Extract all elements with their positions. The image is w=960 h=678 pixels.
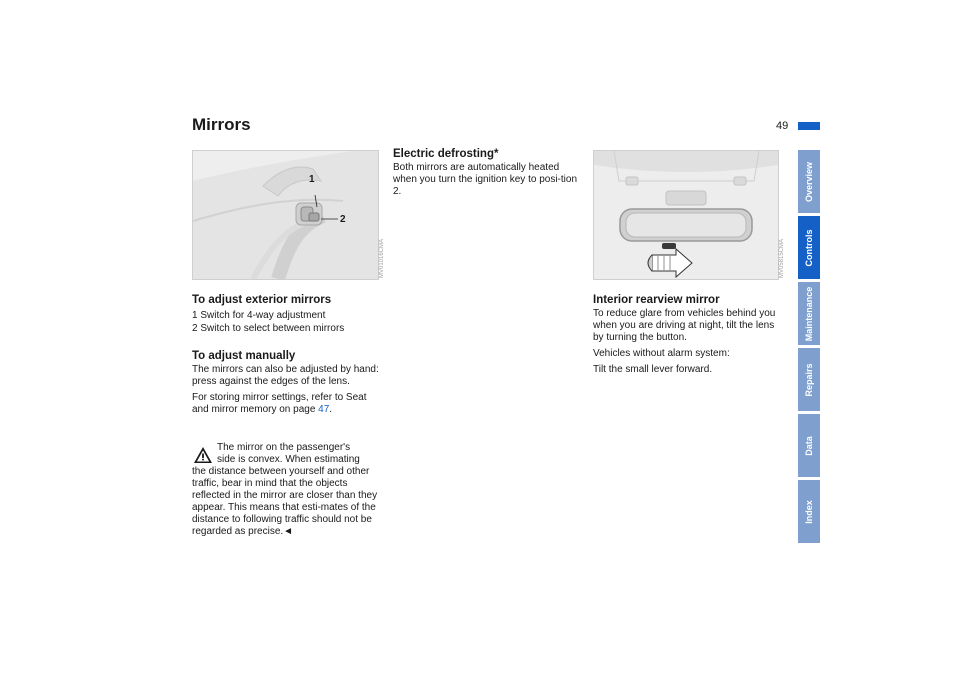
warning-text: the distance between yourself and other traffic, bear in mind that the objects reflected in the mirror are closer than they appear. This means that esti-mates of the distance to following traffic should not be regarded as precise.◄ bbox=[192, 466, 378, 537]
page-link[interactable]: 47 bbox=[318, 404, 330, 415]
tab-index[interactable]: Index bbox=[798, 480, 820, 543]
figure-code: MV01016CMA bbox=[379, 238, 385, 278]
door-panel-illustration bbox=[193, 151, 378, 279]
manual-heading: To adjust manually bbox=[192, 350, 296, 362]
interior-section bbox=[593, 294, 779, 380]
manual-section bbox=[192, 350, 382, 420]
callout-2: 2 bbox=[340, 214, 346, 225]
interior-heading: Interior rearview mirror bbox=[593, 294, 720, 306]
end-mark-icon: ◄ bbox=[283, 526, 294, 537]
interior-paragraph: Tilt the small lever forward. bbox=[593, 364, 713, 375]
list-item: 1 Switch for 4-way adjustment bbox=[192, 310, 326, 321]
figure-code: MV05815CMA bbox=[779, 238, 785, 278]
interior-paragraph: To reduce glare from vehicles behind you when you are driving at night, tilt the lens by turning the button. bbox=[593, 308, 776, 343]
callout-1: 1 bbox=[309, 174, 315, 185]
manual-paragraph: The mirrors can also be adjusted by hand: press against the edges of the lens. bbox=[192, 364, 379, 387]
list-item: 2 Switch to select between mirrors bbox=[192, 323, 345, 334]
tab-maintenance[interactable]: Maintenance bbox=[798, 282, 820, 345]
manual-paragraph-reference: For storing mirror settings, refer to Seat and mirror memory on page 47. bbox=[192, 392, 367, 415]
page-number-bar bbox=[798, 122, 820, 130]
warning-line: side is convex. When estimating bbox=[217, 454, 360, 465]
defrost-heading: Electric defrosting* bbox=[393, 148, 499, 160]
tab-repairs[interactable]: Repairs bbox=[798, 348, 820, 411]
defrost-paragraph: Both mirrors are automatically heated when you turn the ignition key to posi-tion 2. bbox=[393, 162, 577, 197]
page-number: 49 bbox=[776, 120, 789, 132]
exterior-section bbox=[192, 294, 377, 335]
warning-lead-lines bbox=[217, 442, 382, 466]
mirror-switch-figure bbox=[192, 150, 379, 280]
warning-triangle-icon bbox=[193, 446, 213, 464]
interior-paragraph: Vehicles without alarm system: bbox=[593, 348, 730, 359]
warning-line: The mirror on the passenger's bbox=[217, 442, 351, 453]
tab-overview[interactable]: Overview bbox=[798, 150, 820, 213]
rearview-mirror-figure bbox=[593, 150, 779, 280]
exterior-heading: To adjust exterior mirrors bbox=[192, 294, 332, 306]
rearview-mirror-illustration bbox=[594, 151, 778, 279]
defrost-section bbox=[393, 148, 579, 202]
tab-controls[interactable]: Controls bbox=[798, 216, 820, 279]
page-title: Mirrors bbox=[192, 115, 251, 134]
tab-data[interactable]: Data bbox=[798, 414, 820, 477]
